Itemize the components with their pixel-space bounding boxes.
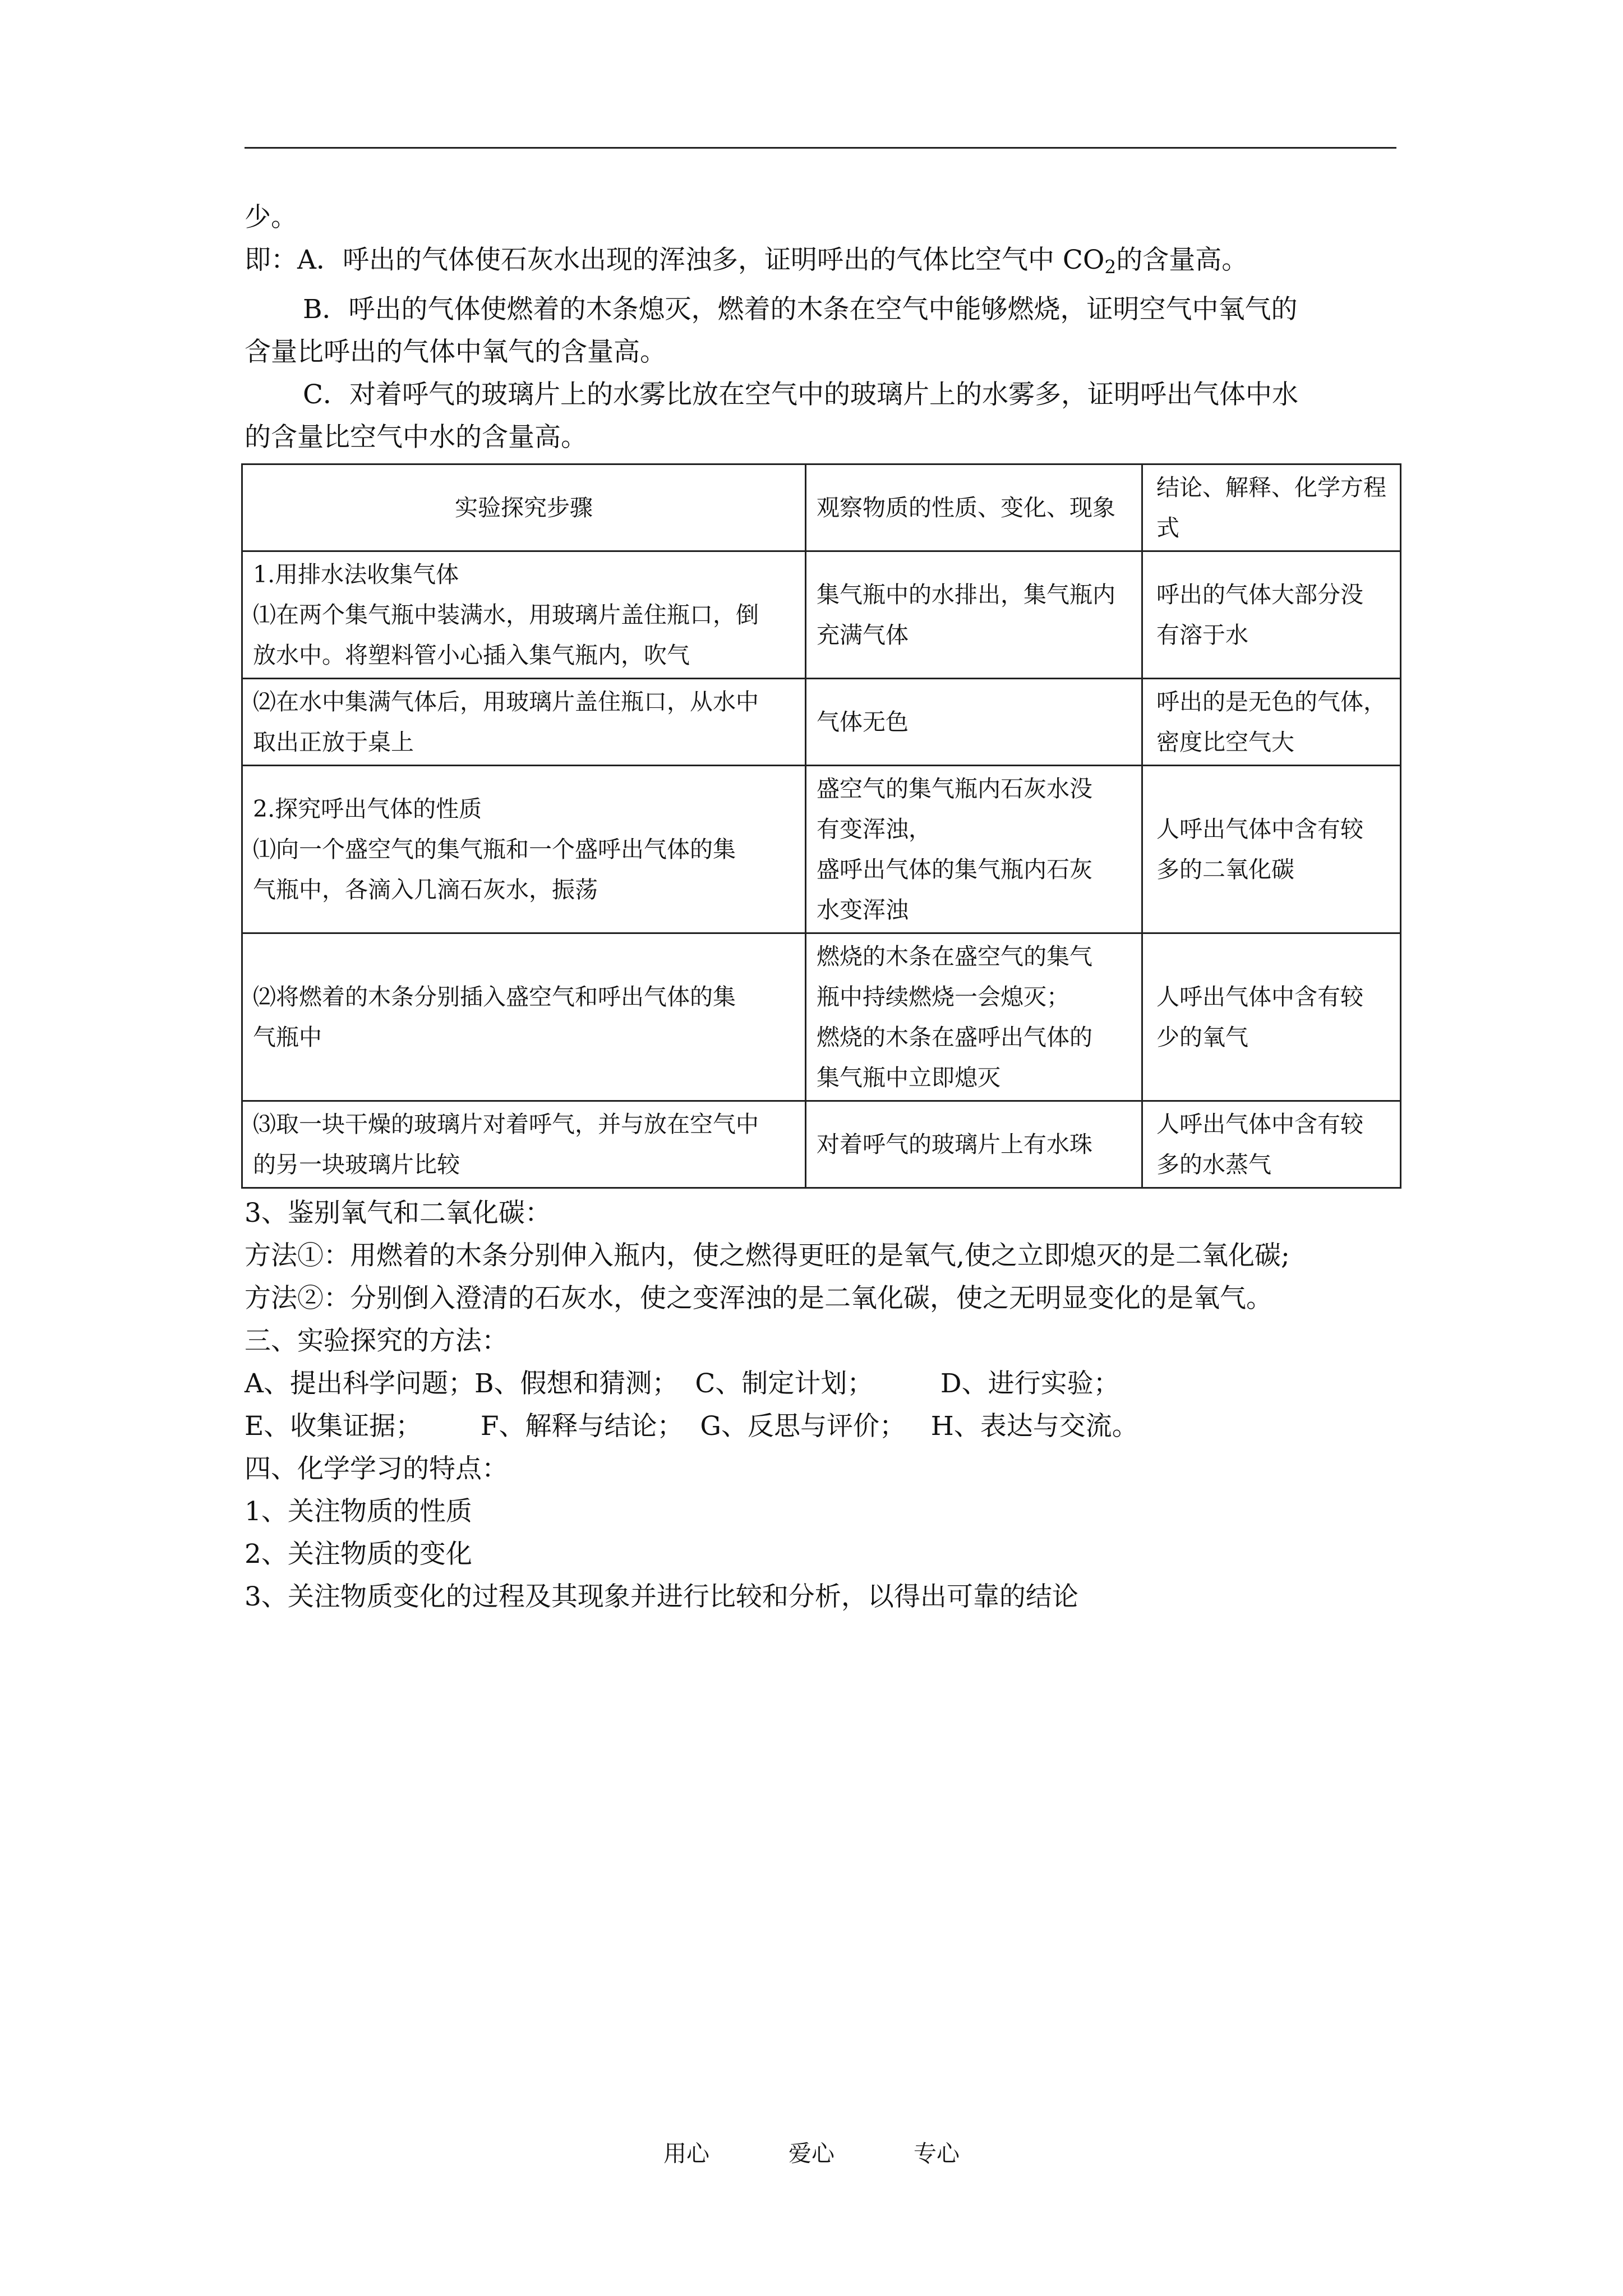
step-cell [242,766,806,933]
observation-text: 集气瓶中立即熄灭 [817,1064,1000,1092]
observation-cell [806,551,1142,679]
observation-text: 燃烧的木条在盛空气的集气 [817,943,1092,970]
step-cell [242,551,806,679]
footer-text: 爱心 [789,2140,834,2167]
header-conclusion [1142,464,1401,551]
intro-line-2-text: 即：A．呼出的气体使石灰水出现的浑浊多，证明呼出的气体比空气中 CO [245,245,1105,275]
observation-text: 集气瓶中的水排出，集气瓶内 [817,581,1115,609]
step-text: 取出正放于桌上 [253,729,414,756]
methods-title: 三、实验探究的方法： [245,1326,508,1357]
document-body [245,196,1400,1618]
step-text: ⑵在水中集满气体后，用玻璃片盖住瓶口，从水中 [253,688,759,716]
step-text: 放水中。将塑料管小心插入集气瓶内，吹气 [253,642,690,669]
step-text: 1.用排水法收集气体 [253,561,459,588]
method-item: C、制定计划； [695,1368,874,1400]
step-text: 的另一块玻璃片比较 [253,1151,460,1179]
intro-line-2 [245,239,1400,288]
conclusion-cell [1142,1101,1401,1188]
step-cell [242,933,806,1101]
section3-method2: 方法②：分别倒入澄清的石灰水，使之变浑浊的是二氧化碳，使之无明显变化的是氧气。 [245,1283,1272,1314]
header-observation [806,464,1142,551]
intro-line-1: 少。 [245,202,297,233]
conclusion-text: 多的水蒸气 [1156,1151,1271,1179]
methods-line-1 [245,1363,1400,1405]
observation-text: 气体无色 [817,708,909,736]
step-text: 气瓶中 [253,1024,322,1051]
table-row [242,679,1401,766]
conclusion-cell [1142,933,1401,1101]
observation-text: 盛呼出气体的集气瓶内石灰 [817,856,1092,884]
method-item: E、收集证据； [245,1411,422,1442]
footer-text: 用心 [663,2140,709,2167]
experiment-table [241,463,1401,1189]
observation-text: 有变浑浊， [817,816,932,843]
method-item: G、反思与评价； [700,1411,906,1442]
observation-cell [806,679,1142,766]
conclusion-text: 人呼出气体中含有较 [1156,1111,1363,1138]
features-title: 四、化学学习的特点： [245,1453,508,1485]
step-text: 气瓶中，各滴入几滴石灰水，振荡 [253,876,598,904]
table-header-row [242,464,1401,551]
step-text: ⑵将燃着的木条分别插入盛空气和呼出气体的集 [253,983,736,1011]
step-text: ⑴在两个集气瓶中装满水，用玻璃片盖住瓶口，倒 [253,601,759,629]
table-row [242,551,1401,679]
intro-line-2-tail: 的含量高。 [1116,245,1248,275]
para-c-line-1: C．对着呼气的玻璃片上的水雾比放在空气中的玻璃片上的水雾多，证明呼出气体中水 [303,379,1298,411]
method-item: D、进行实验； [940,1368,1120,1400]
method-item: H、表达与交流。 [930,1411,1138,1442]
features-item: 1、关注物质的性质 [245,1496,472,1527]
header-step [242,464,806,551]
para-b-line-1: B．呼出的气体使燃着的木条熄灭，燃着的木条在空气中能够燃烧，证明空气中氧气的 [303,294,1298,325]
conclusion-text: 呼出的是无色的气体， [1156,688,1386,716]
footer-text: 专心 [914,2140,960,2167]
observation-cell [806,933,1142,1101]
header-observation-text: 观察物质的性质、变化、现象 [817,494,1115,522]
para-c-line-2: 的含量比空气中水的含量高。 [245,422,587,453]
observation-text: 充满气体 [817,622,909,649]
method-item: A、提出科学问题； [245,1368,474,1400]
step-text: ⑶取一块干燥的玻璃片对着呼气，并与放在空气中 [253,1111,759,1138]
conclusion-text: 人呼出气体中含有较 [1156,983,1363,1011]
observation-text: 盛空气的集气瓶内石灰水没 [817,775,1092,803]
method-item: F、解释与结论； [480,1411,684,1442]
conclusion-text: 呼出的气体大部分没 [1156,581,1363,609]
observation-cell [806,1101,1142,1188]
conclusion-text: 有溶于水 [1156,622,1248,649]
conclusion-text: 人呼出气体中含有较 [1156,816,1363,843]
para-b-line-2: 含量比呼出的气体中氧气的含量高。 [245,337,666,368]
section3-title: 3、鉴别氧气和二氧化碳： [245,1198,551,1229]
conclusion-text: 密度比空气大 [1156,729,1294,756]
step-cell [242,1101,806,1188]
table-row [242,766,1401,933]
observation-text: 水变浑浊 [817,896,909,924]
section3-method1: 方法①：用燃着的木条分别伸入瓶内，使之燃得更旺的是氧气,使之立即熄灭的是二氧化碳; [245,1240,1290,1272]
co2-subscript: 2 [1104,256,1117,278]
conclusion-text: 少的氧气 [1156,1024,1248,1051]
features-item: 2、关注物质的变化 [245,1539,472,1570]
step-text: 2.探究呼出气体的性质 [253,795,482,823]
observation-text: 对着呼气的玻璃片上有水珠 [817,1131,1092,1158]
page-footer [0,2135,1623,2168]
conclusion-cell [1142,766,1401,933]
observation-text: 燃烧的木条在盛呼出气体的 [817,1024,1092,1051]
header-rule [245,147,1396,149]
observation-cell [806,766,1142,933]
conclusion-cell [1142,551,1401,679]
method-item: B、假想和猜测； [474,1368,679,1400]
conclusion-text: 多的二氧化碳 [1156,856,1294,884]
features-item: 3、关注物质变化的过程及其现象并进行比较和分析，以得出可靠的结论 [245,1581,1078,1613]
step-cell [242,679,806,766]
table-row [242,933,1401,1101]
table-row [242,1101,1401,1188]
conclusion-cell [1142,679,1401,766]
step-text: ⑴向一个盛空气的集气瓶和一个盛呼出气体的集 [253,836,736,863]
experiment-table-wrapper [241,463,1400,1189]
observation-text: 瓶中持续燃烧一会熄灭； [817,983,1069,1011]
header-conclusion-text: 结论、解释、化学方程式 [1156,474,1386,542]
header-step-text: 实验探究步骤 [455,494,593,522]
methods-line-2 [245,1405,1400,1448]
